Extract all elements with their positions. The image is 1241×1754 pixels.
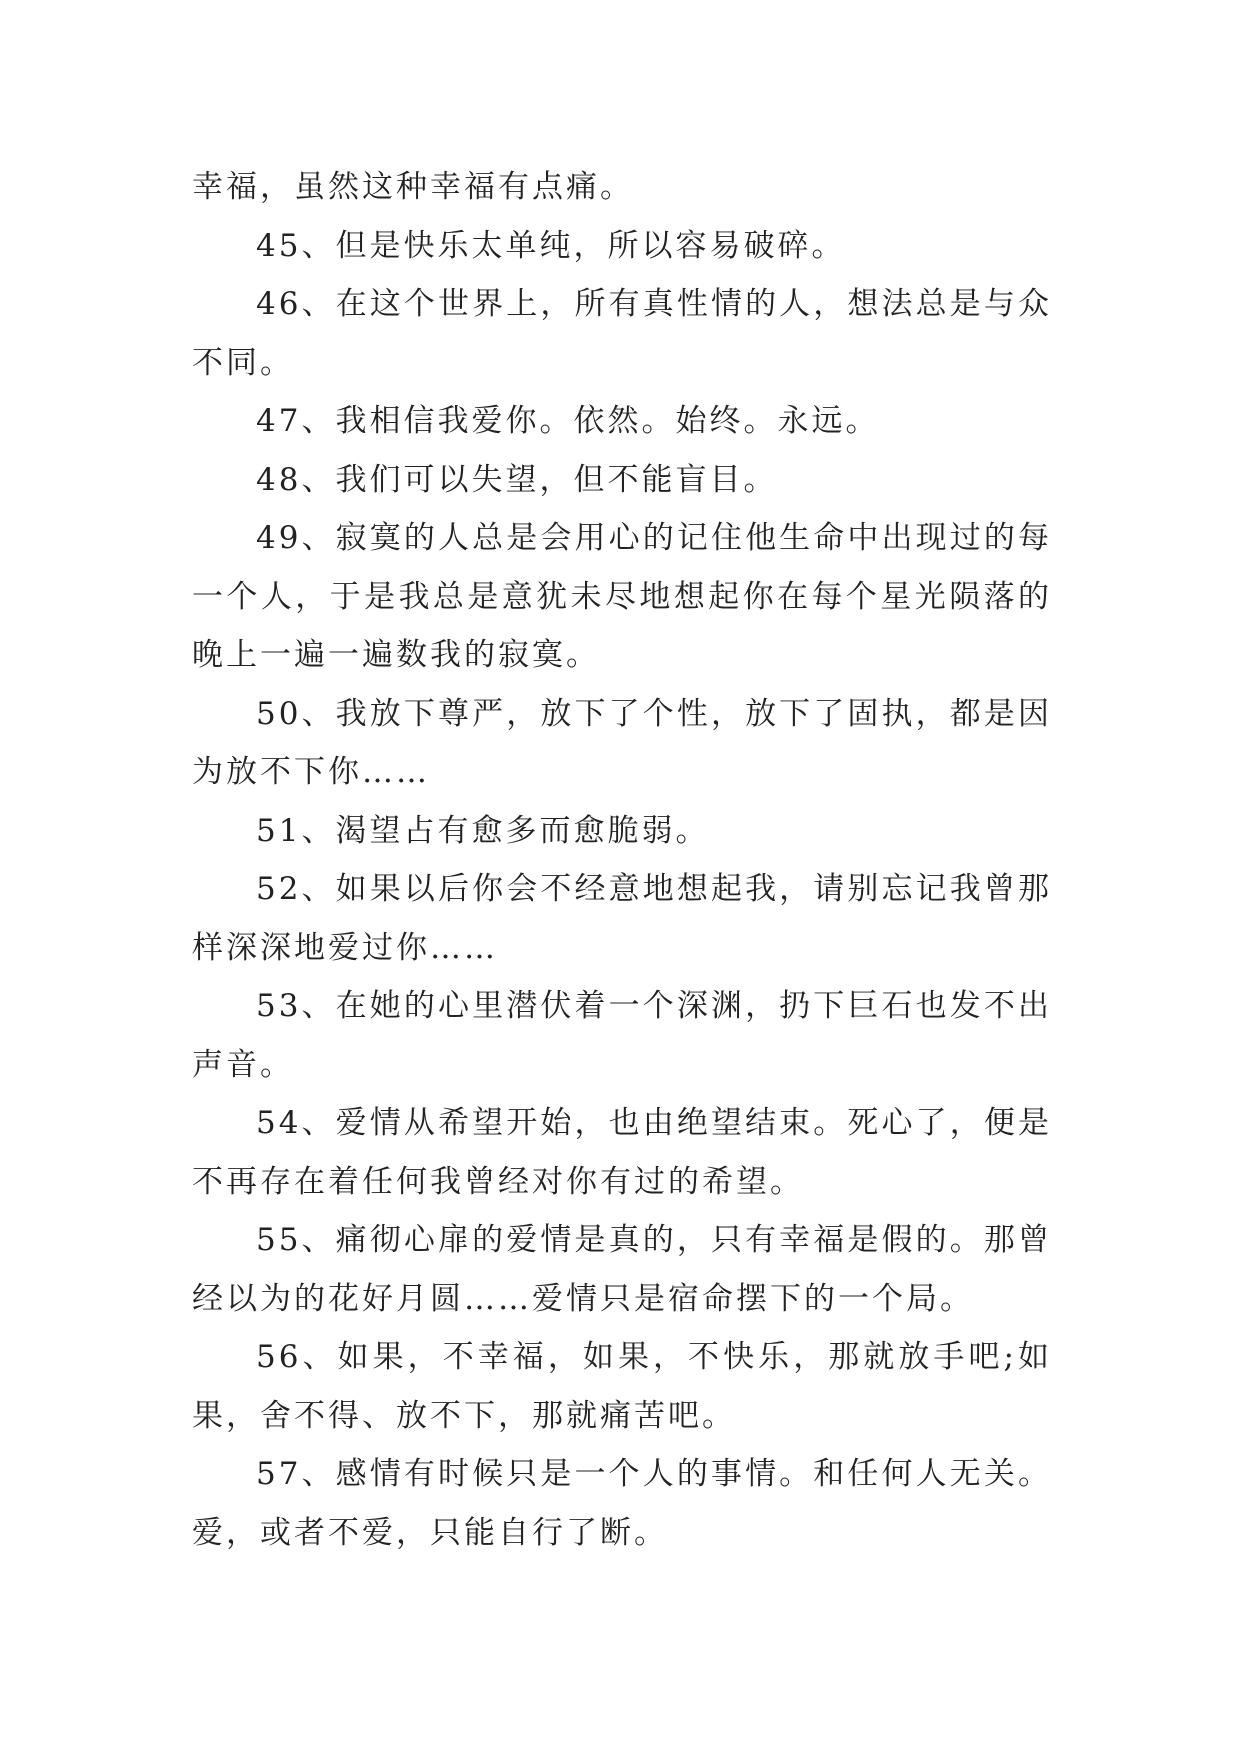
paragraph-49: 49、寂寞的人总是会用心的记住他生命中出现过的每一个人，于是我总是意犹未尽地想起你在每个星光陨落的晚上一遍一遍数我的寂寞。 xyxy=(192,520,1052,673)
paragraph-47: 47、我相信我爱你。依然。始终。永远。 xyxy=(256,403,880,439)
document-body xyxy=(192,158,1052,1562)
paragraph-52: 52、如果以后你会不经意地想起我，请别忘记我曾那样深深地爱过你…… xyxy=(192,871,1052,966)
paragraph-53: 53、在她的心里潜伏着一个深渊，扔下巨石也发不出声音。 xyxy=(192,988,1052,1083)
paragraph-54: 54、爱情从希望开始，也由绝望结束。死心了，便是不再存在着任何我曾经对你有过的希望。 xyxy=(192,1105,1052,1200)
paragraph-57: 57、感情有时候只是一个人的事情。和任何人无关。爱，或者不爱，只能自行了断。 xyxy=(192,1456,1052,1551)
paragraph-55: 55、痛彻心扉的爱情是真的，只有幸福是假的。那曾经以为的花好月圆……爱情只是宿命摆下的一个局。 xyxy=(192,1222,1052,1317)
paragraph-50: 50、我放下尊严，放下了个性，放下了固执，都是因为放不下你…… xyxy=(192,695,1052,790)
paragraph-45: 45、但是快乐太单纯，所以容易破碎。 xyxy=(256,227,846,264)
paragraph-46: 46、在这个世界上，所有真性情的人，想法总是与众不同。 xyxy=(192,286,1052,381)
paragraph-continuation: 幸福，虽然这种幸福有点痛。 xyxy=(192,169,634,205)
paragraph-48: 48、我们可以失望，但不能盲目。 xyxy=(256,461,778,498)
paragraph-51: 51、渴望占有愈多而愈脆弱。 xyxy=(256,812,710,849)
paragraph-56: 56、如果，不幸福，如果，不快乐，那就放手吧;如果，舍不得、放不下，那就痛苦吧。 xyxy=(192,1339,1052,1434)
